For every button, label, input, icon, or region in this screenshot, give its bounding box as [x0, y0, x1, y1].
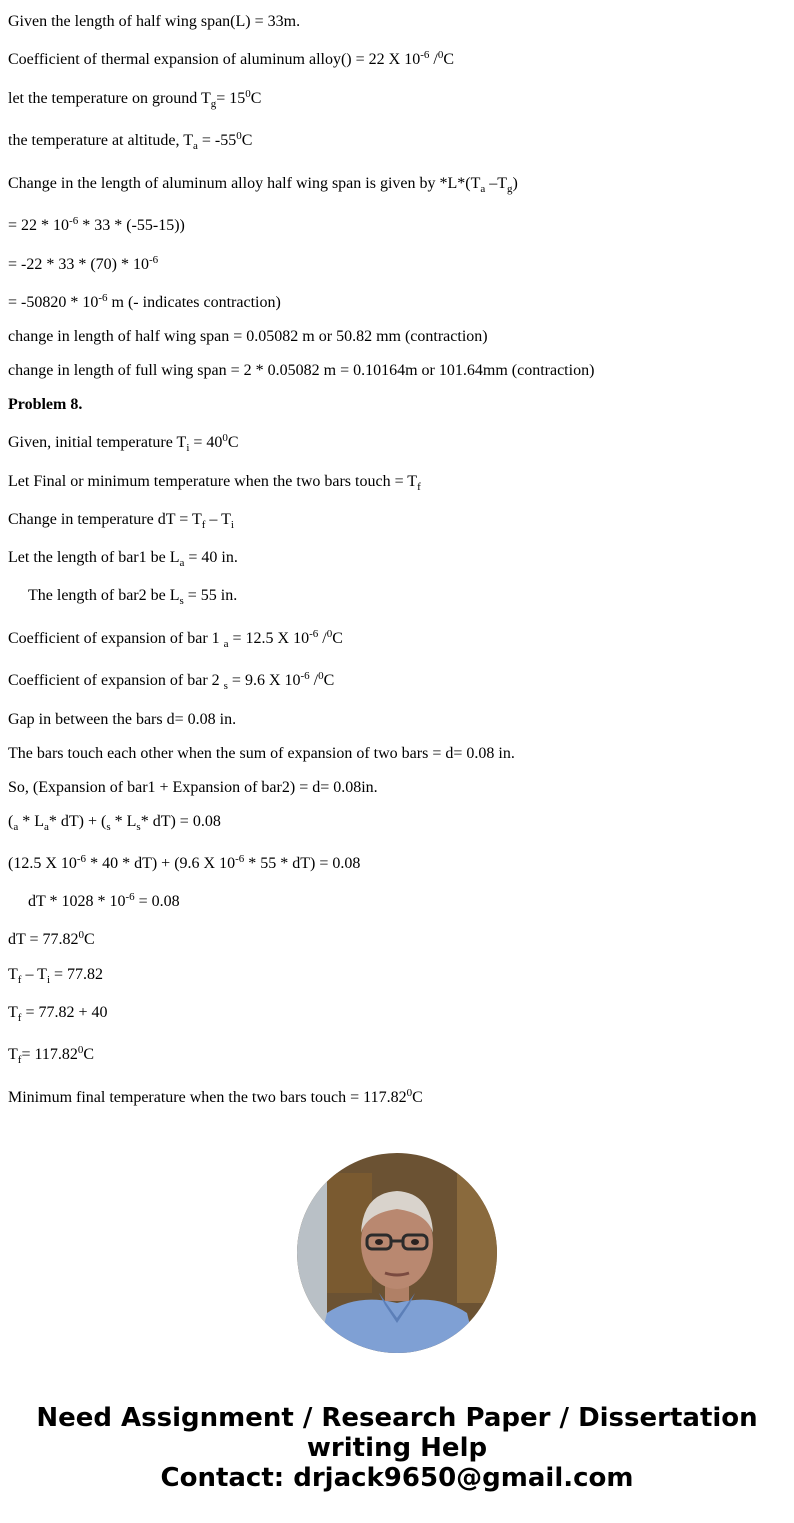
- section-heading: Problem 8.: [8, 396, 83, 413]
- text-line: Coefficient of thermal expansion of aluminum alloy() = 22 X $10^{-6}$ /$^0$C: [8, 49, 454, 68]
- text-line: Let the length of bar1 be $L_a = 40$ in.: [8, 549, 238, 569]
- text-line: = $-50820 * 10^{-6}$ m (- indicates contraction): [8, 292, 281, 311]
- text-line: So, (Expansion of bar1 + Expansion of bar2) = d= 0.08in.: [8, 779, 378, 796]
- text-line: Given the length of half wing span(L) = 33m.: [8, 13, 301, 30]
- text-line: The bars touch each other when the sum of expansion of two bars = d= 0.08 in.: [8, 745, 515, 762]
- text-line: $T_f = 77.82 + 40$: [8, 1004, 108, 1024]
- footer-banner: [0, 1403, 794, 1493]
- text-line: $T_f - T_i = 77.82$: [8, 966, 104, 986]
- text-line: change in length of full wing span = 2 * 0.05082 m = 0.10164m or 101.64mm (contraction): [8, 362, 595, 379]
- text-line: The length of bar2 be $L_s = 55$ in.: [28, 587, 238, 607]
- text-line: Change in the length of aluminum alloy half wing span is given by $*L*(T_a$ $-T_g$): [8, 175, 518, 195]
- text-line: Let Final or minimum temperature when the two bars touch = $T_f$: [8, 473, 421, 493]
- text-line: let the temperature on ground $T_g= 15^0C$: [8, 88, 262, 110]
- footer-line-1: Need Assignment / Research Paper / Dissertation: [36, 1403, 758, 1433]
- text-line: change in length of half wing span = 0.05082 m or 50.82 mm (contraction): [8, 328, 488, 345]
- text-line: (12.5 X $10^{-6} * 40 * dT) + (9.6$ X $10^{-6} * 55 * dT) = 0.08$: [8, 853, 361, 872]
- text-line: $T_f= 117.82^0C$: [8, 1044, 95, 1066]
- text-line: Given, initial temperature $T_i = 40^0C$: [8, 432, 239, 454]
- text-line: the temperature at altitude, $T_a = -55^0C$: [8, 130, 253, 152]
- footer-line-2: writing Help: [306, 1433, 488, 1463]
- text-line: = $-22 * 33 * (70) * 10^{-6}$: [8, 254, 159, 273]
- text-line: Coefficient of expansion of bar 2 $_s$ = 9.6 X $10^{-6}$ /$^0$C: [8, 670, 335, 692]
- conclusion-line: Minimum final temperature when the two bars touch = $117.82^0C$: [8, 1087, 423, 1106]
- text-line: dT = $77.82^0C$: [8, 929, 95, 948]
- text-line: Change in temperature dT = $T_f - T_i$: [8, 511, 234, 531]
- text-line: dT * $1028 * 10^{-6} = 0.08$: [28, 891, 180, 910]
- text-line: ($_a * L_a*$ $dT) + (_s * L_s*$ dT) = 0.08: [8, 813, 221, 833]
- text-line: = $22 * 10^{-6} * 33 * (-55-15)$): [8, 215, 185, 234]
- author-avatar: [297, 1153, 497, 1353]
- text-line: Gap in between the bars d= 0.08 in.: [8, 711, 237, 728]
- text-line: Coefficient of expansion of bar 1 $_a$ = 12.5 X $10^{-6}$ /$^0$C: [8, 628, 343, 650]
- footer-contact: Contact: drjack9650@gmail.com: [160, 1463, 634, 1493]
